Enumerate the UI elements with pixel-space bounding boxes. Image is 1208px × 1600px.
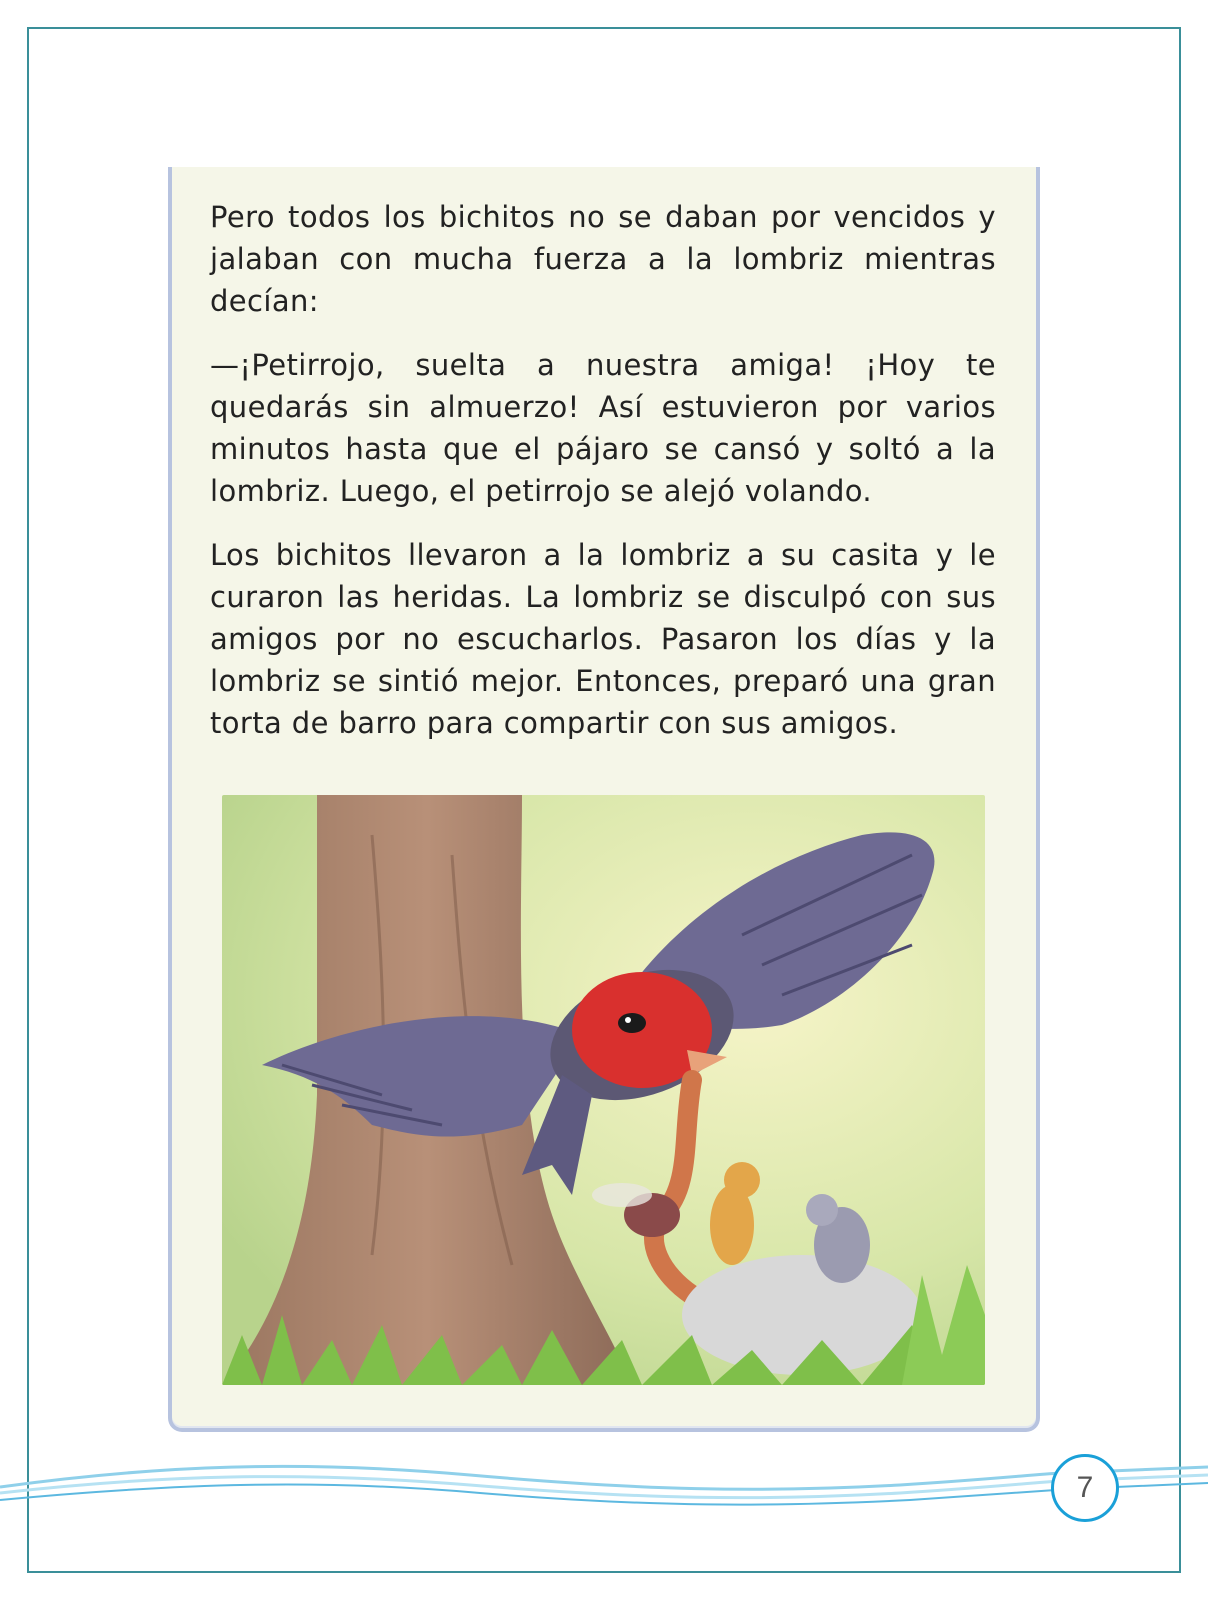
story-text: [210, 196, 996, 766]
page-number: 7: [1051, 1454, 1119, 1522]
story-illustration: [222, 795, 985, 1385]
robin-and-bugs-picture: [222, 795, 985, 1385]
story-paragraph-2: —¡Petirrojo, suelta a nuestra amiga! ¡Hoy te quedarás sin almuerzo! Así estuvieron por varios minutos hasta que el pájaro se cansó y soltó a la lombriz. Luego, el petirrojo se alejó volando.: [210, 348, 996, 508]
decorative-wave: [0, 1445, 1208, 1525]
story-paragraph-1: Pero todos los bichitos no se daban por vencidos y jalaban con mucha fuerza a la lombriz mientras decían:: [210, 200, 996, 318]
story-paragraph-3: Los bichitos llevaron a la lombriz a su casita y le curaron las heridas. La lombriz se disculpó con sus amigos por no escucharlos. Pasaron los días y la lombriz se sintió mejor. Entonces, preparó una gran torta de barro para compartir con sus amigos.: [210, 538, 996, 740]
